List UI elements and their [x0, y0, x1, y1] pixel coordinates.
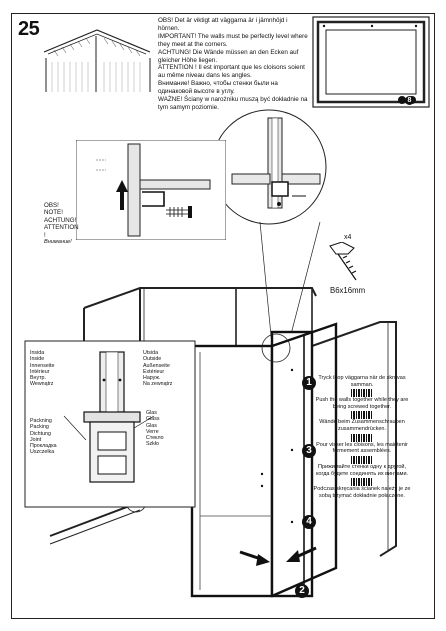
note-label — [44, 194, 108, 254]
note-label-ru: Внимание! — [44, 239, 72, 245]
callout-1: 1 — [302, 376, 316, 390]
barcode-glyph — [351, 411, 373, 419]
screw-size: B6x16mm — [330, 286, 366, 295]
callout-3: 3 — [302, 444, 316, 458]
note-sv: Tryck ihop väggarna när de skruvas samman. — [318, 375, 406, 388]
note-de: Wände beim Zusammenschrauben zusammendrücken. — [319, 419, 405, 433]
push-walls-instructions — [312, 375, 412, 500]
label-outside: Utsida Outside Außenseite Extérieur Наруж. Na zewnątrz — [143, 350, 173, 388]
note-en: Push the walls together while they are being screwed together. — [315, 397, 409, 410]
barcode-glyph — [351, 456, 373, 464]
barcode-glyph — [351, 478, 373, 486]
note-label-text: OBS! NOTE! ACHTUNG! ATTENTION ! — [44, 201, 79, 239]
callout-2: 2 — [295, 584, 309, 598]
roof-corner-illustration — [42, 22, 154, 94]
screw-icon — [328, 242, 362, 286]
overview-thumbnail — [312, 16, 430, 108]
note-fr: Pour visser les cloisons, les maintenir fermement assemblées. — [316, 441, 408, 455]
label-packing: Packning Packing Dichtung Joint Прокладка Uszczelka — [30, 418, 57, 456]
label-glass: Glas Glass Glas Verre Стекло Szkło — [146, 410, 164, 448]
corner-detail-magnifier — [210, 108, 328, 226]
barcode-glyph — [351, 389, 373, 397]
label-inside: Insida Inside Innenseite Intérieur Внутр. Wewnątrz — [30, 350, 55, 388]
level-walls-warning: OBS! Det är viktigt att väggarna är i jämnhöjd i hörnen. IMPORTANT! The walls must be perfectly level where they meet at the corners. ACHTUNG! Die Wände müssen an den Ecken auf gleicher Höhe liegen. ATTENTION ! Il est important que les cloisons soient au même niveau dans les angles. Внимание! Важно, чтобы стенки были на одинаковой высоте в углу. WAŻNE! Ściany w narożniku muszą być dokładnie na tym samym poziomie. — [158, 17, 308, 111]
note-pl: Podczas skręcania ścianek należy je ze sobą trzymać dokładnie połączone. — [313, 486, 411, 499]
thumbnail-badge: 8 — [405, 96, 414, 105]
step-number: 25 — [18, 18, 40, 40]
note-ru: Прижимайте стенки одну к другой, когда будете соединять их винтами. — [315, 463, 409, 477]
screw-quantity: x4 — [344, 234, 352, 241]
barcode-glyph — [351, 434, 373, 442]
callout-4: 4 — [302, 515, 316, 529]
